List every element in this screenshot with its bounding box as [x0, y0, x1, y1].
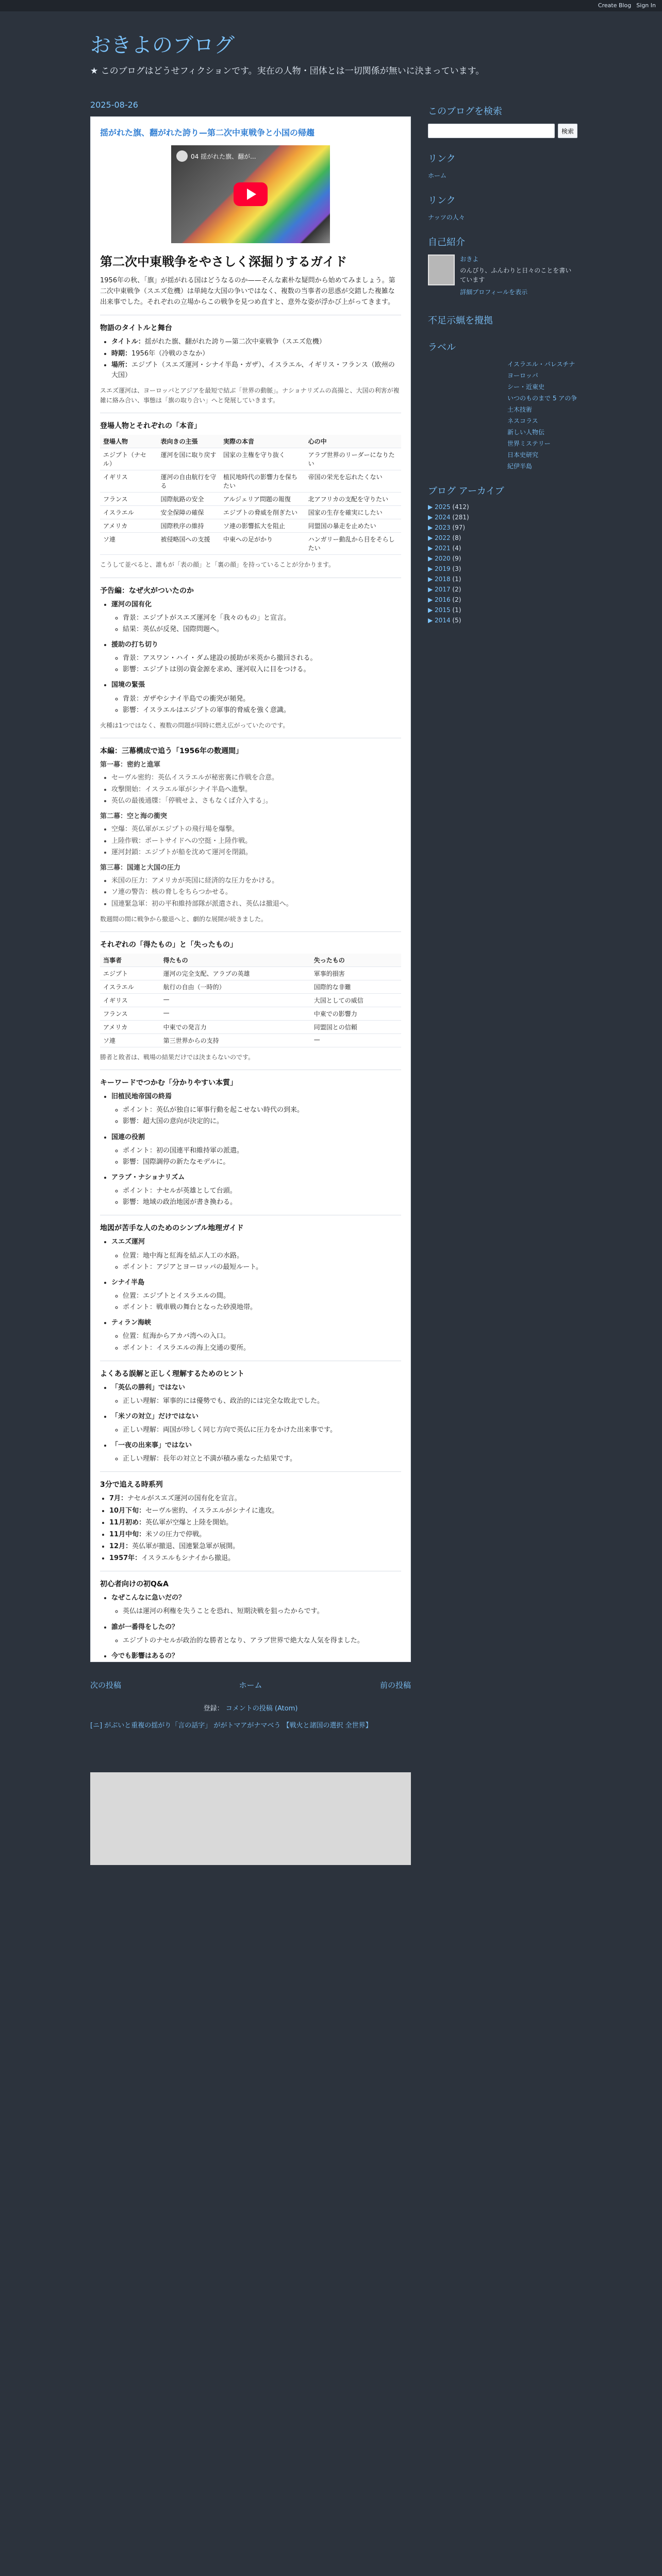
section-title: 地図が苦手な人のためのシンプル地理ガイド [100, 1224, 244, 1233]
divider [100, 931, 401, 932]
label-item[interactable]: 土木技術 [507, 406, 533, 413]
table-header: 表向きの主張 [158, 435, 220, 448]
timeline-list [109, 1494, 401, 1564]
archive-item[interactable]: ▶ 2020 (9) [428, 555, 461, 562]
timeline-item: • 10月下旬：セーヴル密約、イスラエルがシナイに進攻。 [109, 1506, 401, 1516]
label-item[interactable]: 紀伊半島 [507, 463, 533, 470]
profile-text: おきよ のんびり、ふんわりと日々のことを書いています 詳細プロフィールを表示 [460, 255, 577, 300]
table-row: イギリス — 大国としての威信 [100, 993, 401, 1007]
label-item[interactable]: 新しい人物伝 [507, 429, 545, 436]
act-heading: 第三幕：国連と大国の圧力 [100, 863, 181, 872]
section-note: こうして並べると、誰もが「表の顔」と「裏の顔」を持っていることが分かります。 [100, 561, 335, 569]
table-row: アメリカ 中東での発言力 同盟国との信頼 [100, 1020, 401, 1033]
labels-list [507, 360, 577, 470]
table-row: フランス 国際航路の安全 アルジェリア問題の報復 北アフリカの支配を守りたい [100, 493, 401, 506]
characters-table [100, 435, 401, 555]
channel-avatar [176, 150, 188, 162]
archive-item[interactable]: ▶ 2015 (1) [428, 606, 461, 614]
list-item: • 時期：1956年（冷戦のさなか） [111, 349, 401, 359]
search-input[interactable] [428, 124, 555, 138]
labels-title: ラベル [428, 342, 456, 353]
table-row: ソ連 第三世界からの支持 — [100, 1033, 401, 1047]
blog-pager [90, 1680, 411, 1690]
section-title: 登場人物とそれぞれの「本音」 [100, 422, 201, 431]
video-title-bar [176, 150, 325, 162]
archive-item[interactable]: ▶ 2018 (1) [428, 575, 461, 583]
archive-list [428, 503, 577, 624]
qa-item: • 誰が一番得をしたの？ ◦ エジプトのナセルが政治的な勝者となり、アラブ世界で絶大な人気を得ました。 [111, 1622, 401, 1646]
search-title: このブログを検索 [428, 106, 502, 117]
bullet-list [111, 337, 401, 381]
embedded-video[interactable] [171, 145, 330, 243]
link-list-block [428, 193, 577, 222]
archive-item[interactable]: ▶ 2019 (3) [428, 565, 461, 572]
timeline-item: • 12月：英仏軍が撤退、国連緊急軍が展開。 [109, 1541, 401, 1552]
feed-links: 登録： コメントの投稿 (Atom) [203, 1705, 298, 1713]
profile-name[interactable]: おきよ [460, 256, 479, 263]
act-heading: 第二幕：空と海の衝突 [100, 812, 168, 820]
atom-feed-link[interactable]: コメントの投稿 (Atom) [225, 1705, 298, 1713]
section-title: よくある誤解と正しく理解するためのヒント [100, 1369, 244, 1378]
popular-block [428, 313, 577, 327]
sidebar [428, 100, 577, 637]
table-header: 心の中 [305, 435, 401, 448]
table-row: イスラエル 航行の自由（一時的） 国際的な非難 [100, 980, 401, 993]
gains-losses-table [100, 954, 401, 1047]
labels-block [428, 340, 577, 470]
section-title: 予告編：なぜ火がついたのか [100, 586, 194, 595]
home-link[interactable]: ホーム [239, 1681, 262, 1690]
newer-post-link[interactable]: 次の投稿 [90, 1681, 122, 1690]
bullet-list [111, 600, 401, 716]
section-note: スエズ運河は、ヨーロッパとアジアを最短で結ぶ「世界の動脈」。ナショナリズムの高揚と、大国の利害が複雑に絡み合い、事態は「旗の取り合い」へと発展していきます。 [100, 386, 400, 404]
table-row: イスラエル 安全保障の確保 エジプトの脅威を削ぎたい 国家の生存を確実にしたい [100, 506, 401, 519]
timeline-item: • 7月：ナセルがスエズ運河の国有化を宣言。 [109, 1494, 401, 1504]
list-item: • 国境の緊張 ◦ 背景：ガザやシナイ半島での衝突が頻発。 ◦ 影響：イスラエルはエジプトの軍事的脅威を強く意識。 [111, 680, 401, 715]
profile-title: 自己紹介 [428, 237, 465, 248]
post-main-heading: 第二次中東戦争をやさしく深掘りするガイド [100, 255, 347, 269]
post-card [90, 116, 411, 1662]
navbar-right [598, 2, 656, 9]
timeline-item: • 1957年：イスラエルもシナイから撤退。 [109, 1553, 401, 1564]
table-header: 登場人物 [100, 435, 158, 448]
table-row: フランス — 中東での影響力 [100, 1007, 401, 1020]
home-link[interactable]: ホーム [428, 172, 447, 179]
archive-item[interactable]: ▶ 2023 (97) [428, 524, 466, 531]
section-title: キーワードでつかむ「分かりやすい本質」 [100, 1079, 237, 1088]
table-header: 当事者 [100, 954, 160, 967]
link-list-item[interactable]: ナッツの人々 [428, 214, 465, 221]
label-item[interactable]: いつのものまで 5 アの争 [507, 395, 577, 402]
qa-item: • 今でも影響はあるの？ [111, 1651, 401, 1662]
qa-item: • なぜこんなに急いだの？ ◦ 英仏は運河の利権を失うことを恐れ、短期決戦を狙ったからです。 [111, 1593, 401, 1617]
section-note: 火種は1つではなく、複数の問題が同時に燃え広がっていたのです。 [100, 721, 289, 729]
label-item[interactable]: ヨーロッパ [507, 372, 538, 379]
timeline-item: • 11月初め：英仏軍が空爆と上陸を開始。 [109, 1518, 401, 1528]
table-row: イギリス 運河の自由航行を守る 植民地時代の影響力を保ちたい 帝国の栄光を忘れたくない [100, 470, 401, 493]
post-date: 2025-08-26 [90, 100, 138, 110]
label-item[interactable]: イスラエル・パレスチナ [507, 361, 575, 368]
label-item[interactable]: ネスコラス [507, 417, 538, 425]
sign-in-link[interactable]: Sign In [636, 2, 656, 9]
older-post-link[interactable]: 前の投稿 [379, 1681, 411, 1690]
bullet-list: • 「英仏の勝利」ではない ◦ 正しい理解：軍事的には優勢でも、政治的には完全な敗北でした。 • 「米ソの対立」だけではない ◦ 正しい理解：両国が珍しく同じ方向で英仏に圧力をかけた出来事です。 • 「一夜の出来事」ではない ◦ 正しい理解：長年の対立と不満が積み重なった結果です。 [111, 1383, 401, 1465]
post-title[interactable]: 揺がれた旗、翻がれた誇り—第二次中東戦争と小国の帰趨 [100, 128, 315, 138]
act-heading: 第一幕：密約と進軍 [100, 760, 161, 769]
list-item: • 場所：エジプト（スエズ運河・シナイ半島・ガザ）、イスラエル、イギリス・フランス（欧州の大国） [111, 360, 401, 381]
archive-item[interactable]: ▶ 2014 (5) [428, 617, 461, 624]
top-navbar [0, 0, 662, 11]
profile [428, 255, 577, 300]
label-item[interactable]: シー・近東史 [507, 383, 545, 391]
bottom-links [90, 1721, 411, 1731]
qa-list [111, 1593, 401, 1662]
section-note: 勝者と敗者は、戦場の結果だけでは決まらないのです。 [100, 1053, 255, 1061]
section-title: 初心者向けの初Q&A [100, 1580, 169, 1589]
site-header [90, 29, 585, 76]
list-item: • 運河の国有化 ◦ 背景：エジプトがスエズ運河を「我々のもの」と宣言。 ◦ 結果：英仏が反発、国際問題へ。 [111, 600, 401, 635]
post-intro: 1956年の秋、「旗」が揺がれる国はどうなるのか——そんな素朴な疑問から始めてみましょう。第二次中東戦争（スエズ危機）は単純な大国の争いではなく、複数の当事者の思惑が交錯した複雑な出来事でした。それぞれの立場からこの戦争を見つめ直すと、意外な姿が浮かび上がってきます。 [100, 277, 395, 306]
label-item[interactable]: 日本史研究 [507, 451, 539, 459]
create-blog-link[interactable]: Create Blog [598, 2, 632, 9]
act-block: 第一幕：密約と進軍 • セーヴル密約：英仏イスラエルが秘密裏に作戦を合意。 • 攻撃開始：イスラエル軍がシナイ半島へ進撃。 • 英仏の最後通牒：「停戦せよ、さもなくば介入する」。 第二幕：空と海の衝突 • 空爆：英仏軍がエジプトの飛行場を爆撃。 • 上陸作戦：ポートサイドへの空挺・上陸作戦。 • 運河封鎖：エジプトが船を沈めて運河を閉鎖。 第三幕：国連と大国の圧力 • 米国の圧力：アメリカが英国に経済的な圧力をかける。 • ソ連の警告：核の脅しをちらつかせる。 • 国連緊急軍：初の平和維持部隊が派遣され、英仏は撤退へ。 [100, 760, 401, 909]
archive-item[interactable]: ▶ 2024 (281) [428, 514, 469, 521]
list-item: • タイトル：揺がれた旗、翻がれた誇り—第二次中東戦争（スエズ危機） [111, 337, 401, 347]
archive-item[interactable]: ▶ 2016 (2) [428, 596, 461, 603]
profile-link[interactable]: 詳細プロフィールを表示 [460, 289, 528, 296]
bottom-embed-block [90, 1772, 411, 1865]
video-title: 04 揺がれた旗、翻が... [191, 152, 256, 160]
archive-item[interactable]: ▶ 2022 (8) [428, 534, 461, 541]
table-row: アメリカ 国際秩序の維持 ソ連の影響拡大を阻止 同盟国の暴走を止めたい [100, 519, 401, 533]
archive-item[interactable]: ▶ 2021 (4) [428, 545, 461, 552]
bullet-list: • スエズ運河 ◦ 位置：地中海と紅海を結ぶ人工の水路。 ◦ ポイント：アジアとヨーロッパの最短ルート。 • シナイ半島 ◦ 位置：エジプトとイスラエルの間。 ◦ ポイント：戦車戦の舞台となった砂漠地帯。 • ティラン海峡 ◦ 位置：紅海からアカバ湾への入口。 ◦ ポイント：イスラエルの海上交通の要所。 [111, 1237, 401, 1353]
label-item[interactable]: 世界ミステリー [507, 440, 551, 447]
timeline-item: • 11月中旬：米ソの圧力で停戦。 [109, 1530, 401, 1540]
section-title: 物語のタイトルと舞台 [100, 324, 172, 333]
popular-title: 不足示蝋を攪拠 [428, 315, 493, 326]
archive-block [428, 484, 577, 624]
site-title[interactable]: おきよのブログ [90, 34, 235, 57]
table-row: ソ連 被侵略国への支援 中東への足がかり ハンガリー動乱から目をそらしたい [100, 533, 401, 555]
search-button[interactable]: 検索 [558, 124, 577, 138]
list-item: • 援助の打ち切り ◦ 背景：アスワン・ハイ・ダム建設の援助が米英から撤回される。 ◦ 影響：エジプトは別の資金源を求め、運河収入に目をつける。 [111, 640, 401, 675]
section-note: 数週間の間に戦争から撤退へと、劇的な展開が続きました。 [100, 915, 268, 923]
archive-item[interactable]: ▶ 2017 (2) [428, 586, 461, 593]
section-title: それぞれの「得たもの」と「失ったもの」 [100, 940, 237, 949]
bullet-list: • 旧植民地帝国の終焉 ◦ ポイント：英仏が独自に軍事行動を起こせない時代の到来。 ◦ 影響：超大国の意向が決定的に。 • 国連の役割 ◦ ポイント：初の国連平和維持軍の派遣。 ◦ 影響：国際調停の新たなモデルに。 • アラブ・ナショナリズム ◦ ポイント：ナセルが英雄として台頭。 ◦ 影響：地域の政治地図が書き換わる。 [111, 1092, 401, 1208]
table-header: 得たもの [160, 954, 311, 967]
bottom-link[interactable]: [ニ] がぶいと重複の揺がり「言の話字」 ががトマアがナマベう 【戦火と諸国の選択 全世界】 [90, 1722, 372, 1730]
archive-item[interactable]: ▶ 2025 (412) [428, 503, 469, 511]
table-header: 失ったもの [311, 954, 401, 967]
archive-title: ブログ アーカイブ [428, 486, 504, 497]
table-row: エジプト 運河の完全支配、アラブの英雄 軍事的損害 [100, 967, 401, 980]
divider [100, 1471, 401, 1472]
profile-block [428, 235, 577, 300]
avatar [428, 255, 455, 285]
section-title: 3分で追える時系列 [100, 1481, 163, 1489]
section-title: 本編：三幕構成で追う「1956年の数週間」 [100, 747, 243, 755]
play-button-icon[interactable] [234, 182, 268, 206]
link-list-title: リンク [428, 195, 456, 206]
links-title: リンク [428, 154, 456, 164]
search-bar [428, 124, 577, 138]
table-row: エジプト（ナセル） 運河を国に取り戻す 国家の主権を守り抜く アラブ世界のリーダーになりたい [100, 448, 401, 470]
table-header: 実際の本音 [220, 435, 305, 448]
links-block [428, 151, 577, 180]
site-description: ★ このブログはどうせフィクションです。実在の人物・団体とは一切関係が無いに決まっています。 [90, 66, 485, 76]
